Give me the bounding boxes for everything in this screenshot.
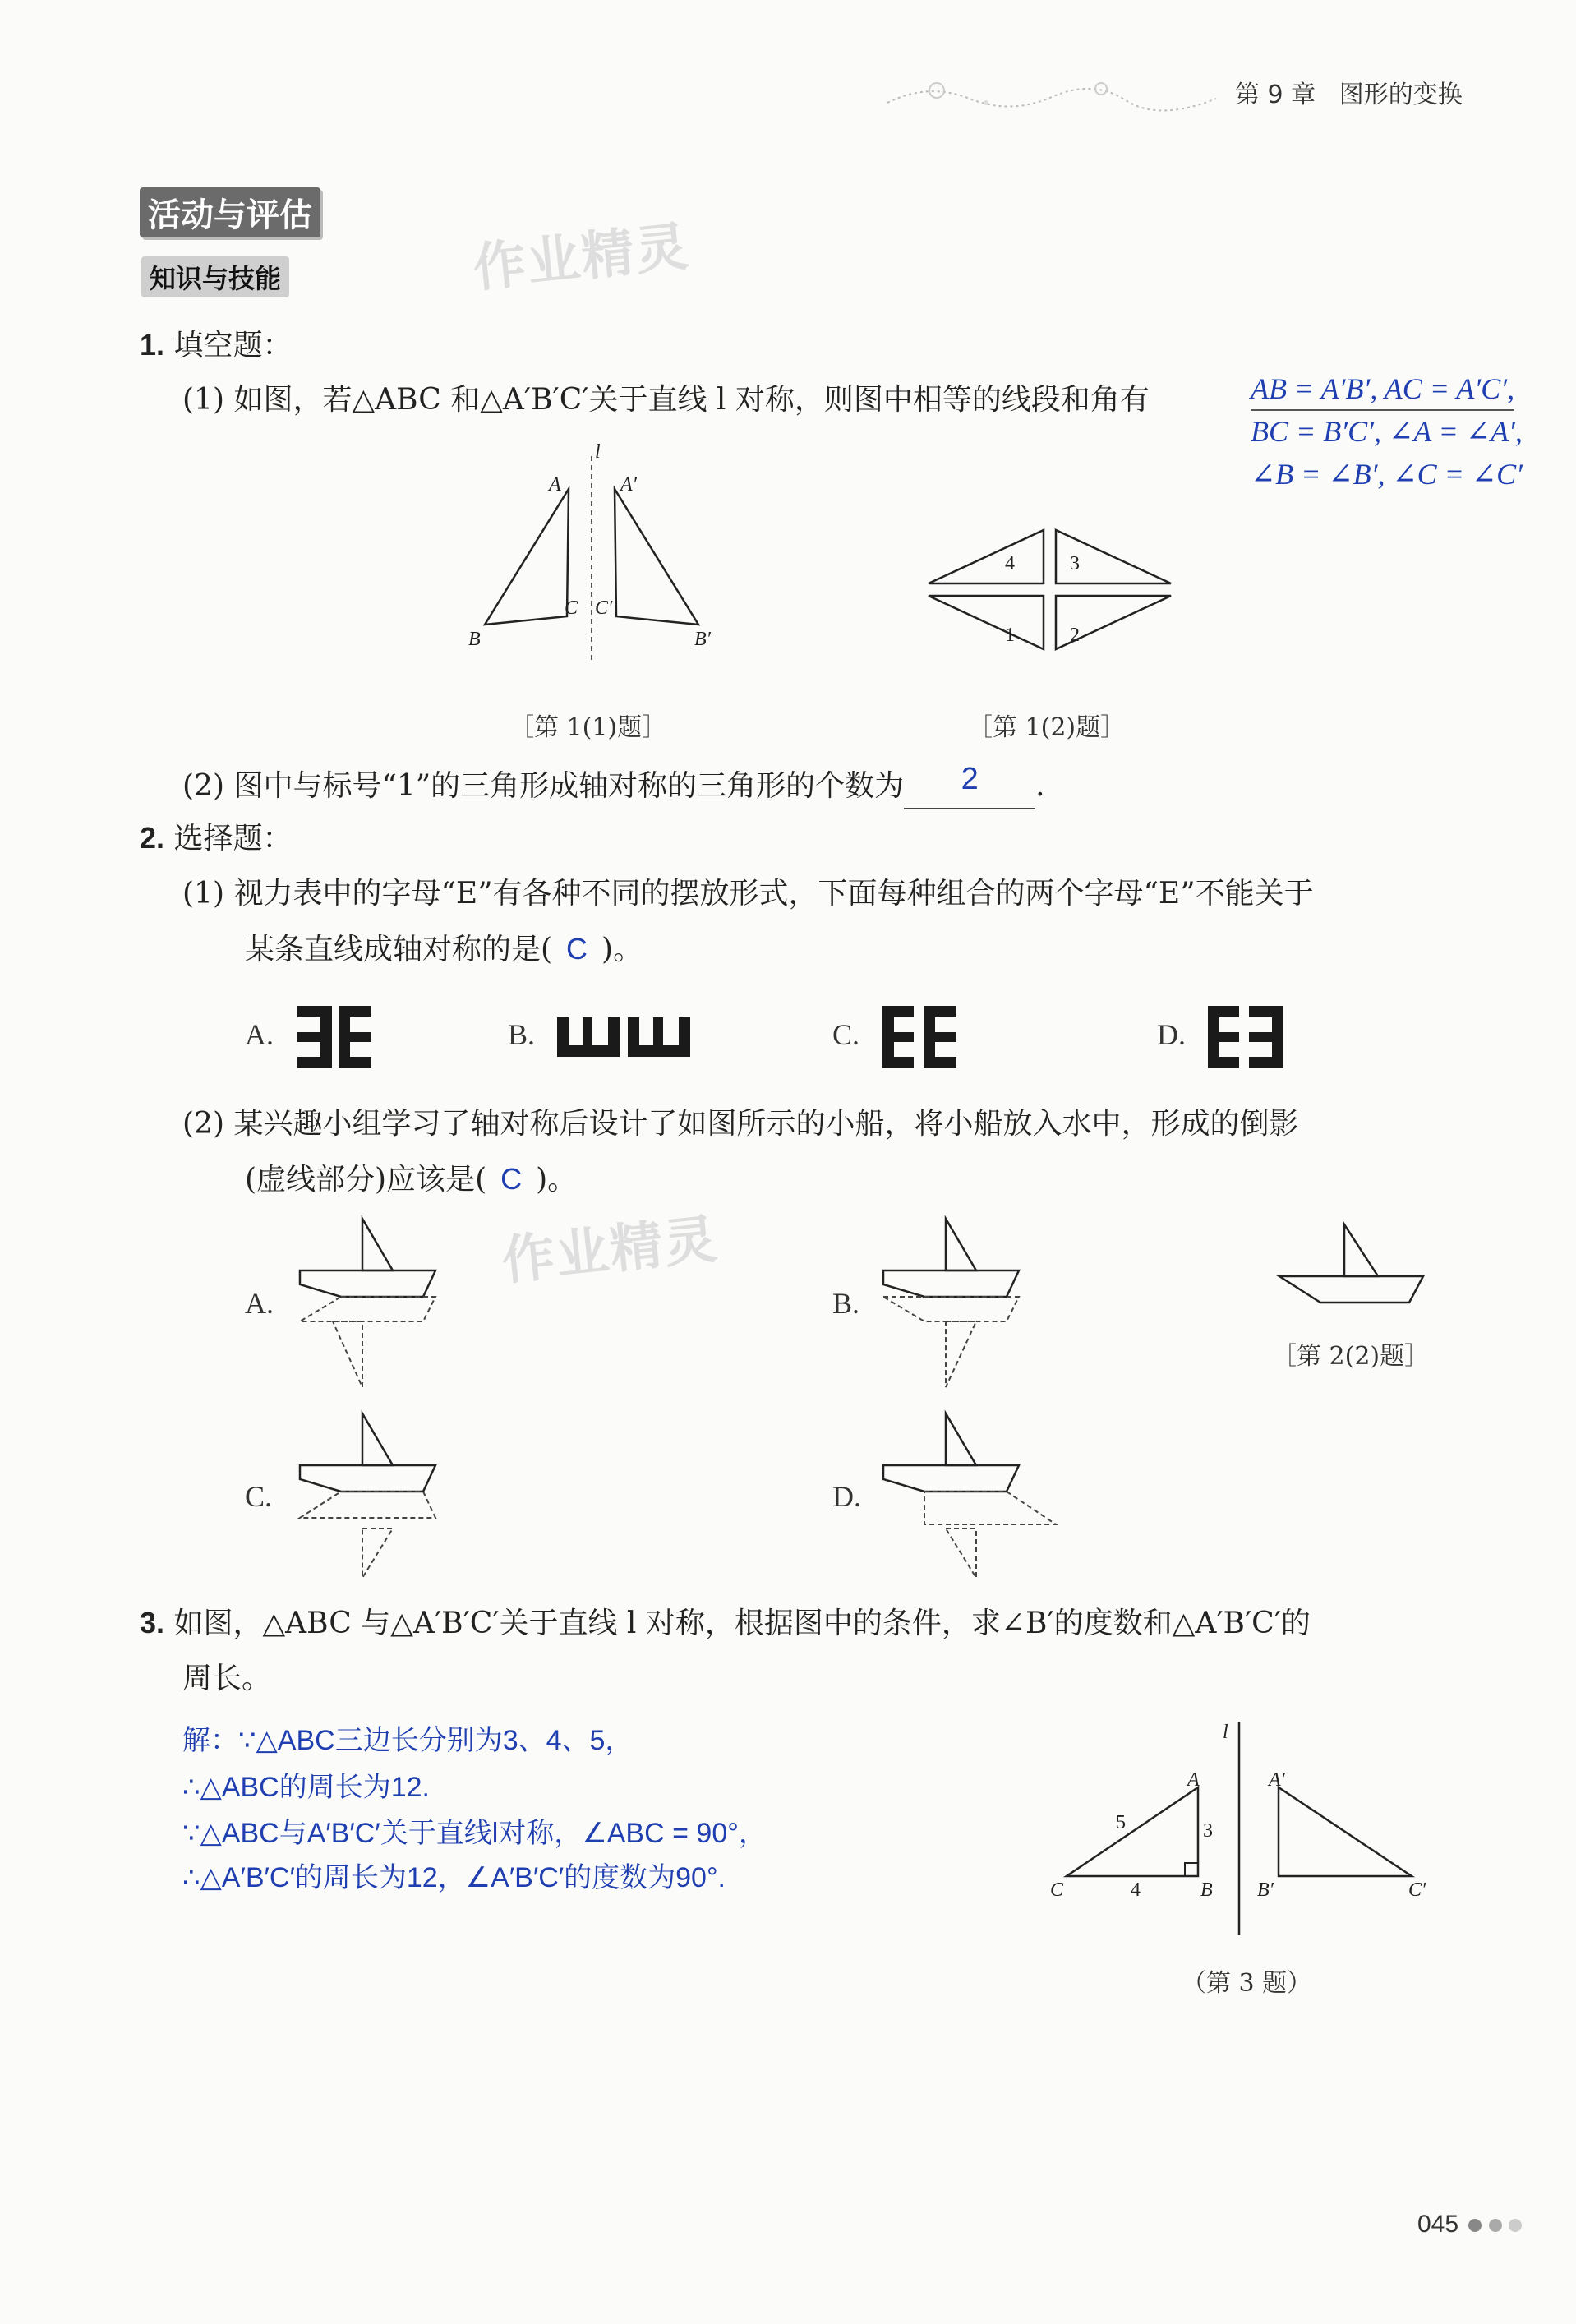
label-b1: B′: [1257, 1879, 1274, 1901]
q1-heading: 1. 填空题：: [140, 328, 293, 362]
label-a1: A′: [620, 474, 637, 496]
q1-p1-answer-line2: BC = B′C′, ∠A = ∠A′,: [1251, 415, 1523, 448]
triangle-a1b1c1: [1279, 1787, 1412, 1876]
triangle-abc: [485, 489, 569, 625]
fig3-caption: （第 3 题）: [1182, 1969, 1312, 1998]
tri-label-3: 3: [1070, 553, 1080, 574]
label-a1: A′: [1269, 1769, 1285, 1791]
boat-option-c-label: C.: [245, 1480, 273, 1513]
label-l: l: [595, 441, 601, 463]
boat-option-c: [292, 1409, 440, 1586]
option-d-e-pair: [1206, 1004, 1288, 1070]
side-5: 5: [1116, 1812, 1126, 1833]
option-b-label: B.: [508, 1018, 536, 1051]
sub-badge: 知识与技能: [141, 256, 289, 297]
figure-1-1: [452, 440, 748, 662]
q1-p1-answer-line1: AB = A′B′, AC = A′C′,: [1251, 368, 1514, 411]
boat-caption: ［第 2(2)题］: [1272, 1342, 1430, 1371]
boat-option-b: [875, 1215, 1023, 1391]
figure-3: [1042, 1713, 1445, 1944]
q2-heading: 2. 选择题：: [140, 821, 293, 855]
q3-sol-line3: ∵△ABC与A′B′C′关于直线l对称，∠ABC = 90°，: [182, 1818, 767, 1849]
dot-icon: [1468, 2219, 1482, 2232]
q2-p1-answer: C: [566, 932, 588, 966]
dot-icon: [1489, 2219, 1502, 2232]
tri-label-1: 1: [1005, 625, 1015, 646]
label-a: A: [1187, 1769, 1200, 1791]
side-4: 4: [1131, 1879, 1141, 1901]
label-c1: C′: [595, 597, 613, 619]
label-c: C: [565, 597, 578, 619]
option-a-label: A.: [245, 1018, 274, 1051]
label-c: C: [1050, 1879, 1064, 1901]
figure-1-2: [920, 489, 1175, 694]
q1-p2: (2) 图中与标号“1”的三角形成轴对称的三角形的个数为 2 .: [182, 764, 1045, 809]
option-b-e-pair: [555, 1016, 695, 1058]
watermark: 作业精灵: [470, 216, 693, 300]
label-l: l: [1223, 1722, 1228, 1743]
label-c1: C′: [1408, 1879, 1426, 1901]
q1-p1-text: (1) 如图，若△ABC 和△A′B′C′关于直线 l 对称，则图中相等的线段和角有: [182, 383, 1150, 417]
fig1-caption: ［第 1(1)题］: [509, 713, 667, 742]
q2-p1-line2: 某条直线成轴对称的是( C )。: [245, 929, 643, 971]
side-3: 3: [1203, 1820, 1213, 1842]
label-b: B: [468, 629, 481, 650]
label-b: B: [1200, 1879, 1213, 1901]
label-a: A: [549, 474, 561, 496]
option-d-label: D.: [1157, 1018, 1186, 1051]
q2-p2-line2: (虚线部分)应该是( C )。: [245, 1159, 577, 1201]
option-c-e-pair: [881, 1004, 963, 1070]
q3-sol-line2: ∴△ABC的周长为12.: [182, 1772, 430, 1803]
section-badge: 活动与评估: [140, 187, 320, 237]
q3-sol-line4: ∴△A′B′C′的周长为12，∠A′B′C′的度数为90°.: [182, 1862, 726, 1893]
boat-option-b-label: B.: [832, 1287, 860, 1320]
tri-label-2: 2: [1070, 625, 1080, 646]
q3-line2: 周长。: [182, 1662, 272, 1695]
page-number: 045: [1417, 2211, 1522, 2239]
header-decoration: [879, 66, 1224, 115]
q1-p2-answer: 2: [961, 762, 979, 796]
tri-label-4: 4: [1005, 553, 1015, 574]
boat-option-a-label: A.: [245, 1287, 274, 1320]
option-c-label: C.: [832, 1018, 860, 1051]
q3-line1: 3. 如图，△ABC 与△A′B′C′关于直线 l 对称，根据图中的条件，求∠B′的度数和△A′B′C′的: [140, 1606, 1311, 1640]
q2-p2-line1: (2) 某兴趣小组学习了轴对称后设计了如图所示的小船，将小船放入水中，形成的倒影: [182, 1107, 1299, 1141]
q1-p1-answer-line3: ∠B = ∠B′, ∠C = ∠C′: [1251, 458, 1523, 491]
q3-sol-line1: 解：∵△ABC三边长分别为3、4、5，: [182, 1725, 634, 1756]
triangle-a1b1c1: [615, 489, 698, 625]
boat-original: [1275, 1220, 1431, 1315]
fig2-caption: ［第 1(2)题］: [968, 713, 1126, 742]
dot-icon: [1509, 2219, 1522, 2232]
watermark-2: 作业精灵: [499, 1209, 721, 1293]
label-b1: B′: [694, 629, 711, 650]
boat-option-d: [875, 1409, 1064, 1586]
header-chapter: 第 9 章 图形的变换: [1235, 81, 1463, 109]
triangle-abc: [1067, 1787, 1198, 1876]
boat-option-d-label: D.: [832, 1480, 861, 1513]
q2-p1-line1: (1) 视力表中的字母“E”有各种不同的摆放形式，下面每种组合的两个字母“E”不能关于: [182, 877, 1314, 911]
option-a-e-pair: [296, 1004, 378, 1070]
q2-p2-answer: C: [500, 1162, 523, 1196]
boat-option-a: [292, 1215, 440, 1391]
